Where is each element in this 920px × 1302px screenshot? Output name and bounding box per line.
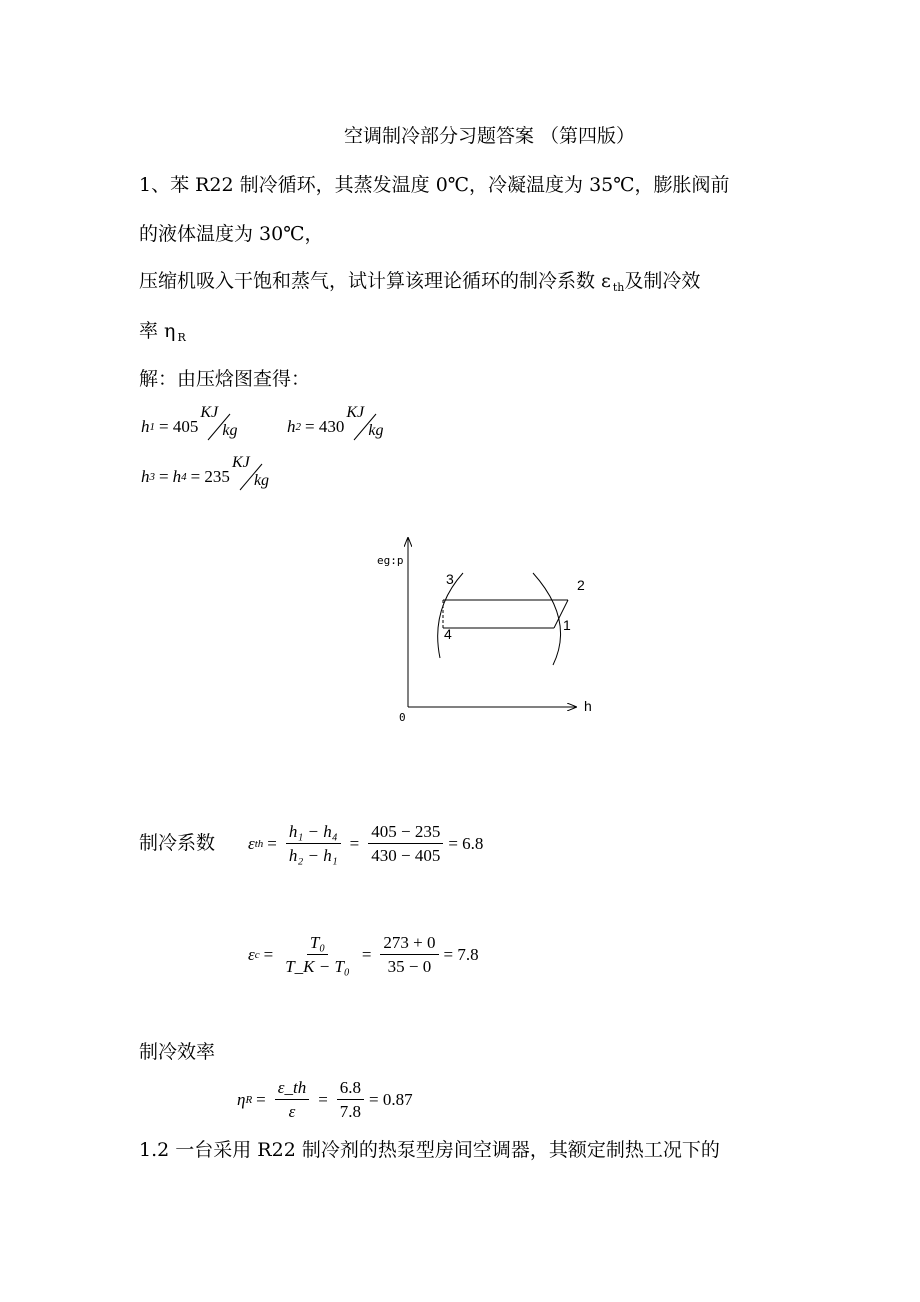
y-axis-label: eg:p [377, 554, 404, 567]
cop-fraction-numeric [368, 823, 443, 865]
problem1-line3-pre: 压缩机吸入干饱和蒸气，试计算该理论循环的制冷系数 ε [139, 270, 611, 292]
carnot-fraction-numeric [380, 934, 438, 976]
efficiency-label: 制冷效率 [139, 1041, 216, 1063]
epsilon-subscript: th [254, 838, 264, 850]
carnot-result: = 7.8 [443, 945, 479, 964]
h1-symbol: h [141, 417, 150, 436]
cop-denominator-numeric: 430 − 405 [371, 846, 441, 865]
saturated-vapor-curve [533, 573, 561, 665]
carnot-fraction-symbolic [282, 934, 353, 976]
carnot-numerator-numeric: 273 + 0 [380, 934, 438, 955]
point-label-2: 2 [577, 577, 585, 593]
cop-numerator-symbolic: h₁ − h₄ [286, 823, 341, 844]
cop-label: 制冷系数 [139, 832, 216, 854]
carnot-denominator-numeric: 35 − 0 [387, 957, 432, 976]
h3-h4-equation: h 3 = h 4 = 235 KJ kg [141, 460, 284, 494]
carnot-equation: ε c = $\frac{\text{T₀}}{\text{T\_K − T₀}}$ = $\frac{273 + 0}{35 - 0}$ = 7.8 [248, 933, 479, 976]
unit-numerator: KJ [200, 404, 219, 421]
cop-denominator-symbolic: h₂ − h₁ [288, 846, 338, 865]
efficiency-fraction-symbolic [275, 1079, 309, 1121]
efficiency-denominator-symbolic: ε [288, 1102, 296, 1121]
efficiency-numerator-numeric: 6.8 [337, 1079, 364, 1100]
efficiency-result: = 0.87 [369, 1090, 413, 1109]
unit-numerator: KJ [231, 454, 250, 471]
carnot-numerator-symbolic: T₀ [307, 934, 328, 955]
problem1-line4-pre: 率 η [139, 320, 176, 342]
x-axis-label: h [584, 698, 592, 714]
eta-r-subscript: R [177, 331, 186, 344]
point-label-4: 4 [444, 626, 452, 642]
h1-subscript: 1 [149, 421, 155, 433]
h2-value: = 430 [305, 417, 345, 436]
problem2-line1: 1.2 一台采用 R22 制冷剂的热泵型房间空调器，其额定制热工况下的 [139, 1139, 720, 1161]
cop-fraction-symbolic [286, 823, 341, 865]
h3-symbol: h [141, 467, 150, 486]
problem1-line1: 1、苯 R22 制冷循环，其蒸发温度 0℃，冷凝温度为 35℃，膨胀阀前 [139, 174, 730, 196]
h2-symbol: h [287, 417, 296, 436]
h3-subscript: 3 [149, 471, 155, 483]
point-label-3: 3 [446, 571, 454, 587]
cop-result: = 6.8 [448, 834, 484, 853]
h34-value: = 235 [190, 467, 230, 486]
epsilon-symbol: ε [248, 945, 255, 964]
problem1-line2: 的液体温度为 30℃， [139, 223, 324, 245]
solution-intro: 解：由压焓图查得： [139, 368, 311, 390]
efficiency-numerator-symbolic: ε_th [275, 1079, 309, 1100]
epsilon-symbol: ε [248, 834, 255, 853]
unit-numerator: KJ [346, 404, 365, 421]
unit-denominator: kg [368, 422, 384, 439]
epsilon-th-subscript: th [612, 281, 625, 294]
cop-equation: ε th = $\frac{\text{h₁ − h₄}}{\text{h₂ − h₁}}$ = $\frac{405 - 235}{430 - 405}$ = 6.8 [248, 822, 484, 865]
unit-denominator: kg [222, 422, 238, 439]
origin-label: 0 [399, 711, 406, 724]
efficiency-fraction-numeric [337, 1079, 364, 1121]
cop-numerator-numeric: 405 − 235 [368, 823, 443, 844]
point-label-1: 1 [563, 617, 571, 633]
efficiency-denominator-numeric: 7.8 [339, 1102, 362, 1121]
carnot-denominator-symbolic: T_K − T₀ [285, 957, 350, 976]
h4-subscript: 4 [181, 471, 187, 483]
eta-symbol: η [237, 1090, 246, 1109]
h2-subscript: 2 [295, 421, 301, 433]
epsilon-subscript: c [254, 949, 260, 961]
unit-denominator: kg [253, 472, 270, 489]
h4-symbol: h [172, 467, 182, 486]
efficiency-equation: η R = $\frac{\varepsilon\_th}{\varepsilon}$ = $\frac{6.8}{7.8}$ = 0.87 [237, 1078, 413, 1121]
eta-subscript: R [245, 1094, 253, 1106]
problem1-line3-post: 及制冷效 [624, 270, 701, 292]
h1-value: = 405 [159, 417, 199, 436]
page-title: 空调制冷部分习题答案 （第四版） [344, 125, 636, 147]
